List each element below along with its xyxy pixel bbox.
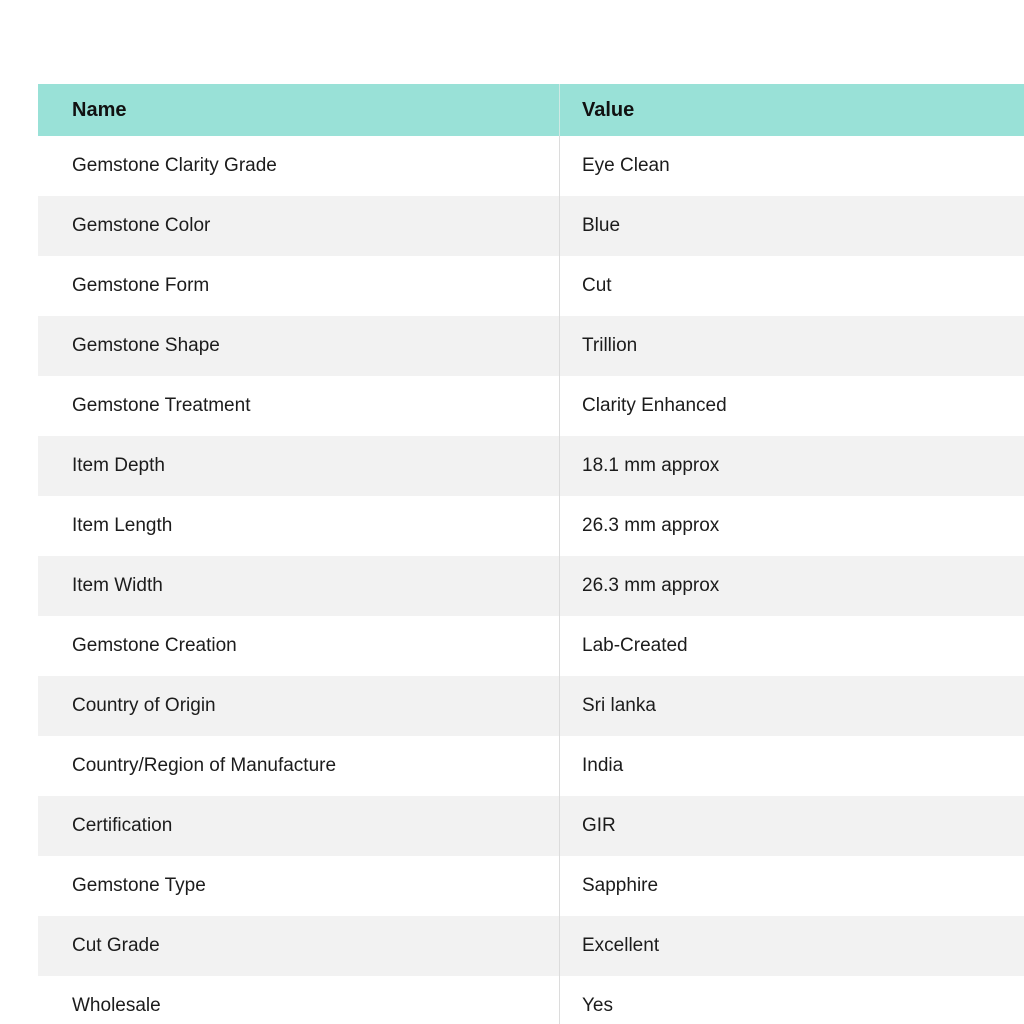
table-row xyxy=(38,616,1024,676)
row-value: Sapphire xyxy=(560,856,1024,916)
row-value: Yes xyxy=(560,976,1024,1024)
row-name: Gemstone Treatment xyxy=(38,376,560,436)
table-row xyxy=(38,556,1024,616)
row-name: Country/Region of Manufacture xyxy=(38,736,560,796)
row-name: Gemstone Clarity Grade xyxy=(38,136,560,196)
table-row xyxy=(38,916,1024,976)
row-value: Lab-Created xyxy=(560,616,1024,676)
table-row xyxy=(38,976,1024,1024)
table-row xyxy=(38,436,1024,496)
row-name: Gemstone Type xyxy=(38,856,560,916)
header-row xyxy=(38,84,1024,136)
row-name: Wholesale xyxy=(38,976,560,1024)
row-name: Item Length xyxy=(38,496,560,556)
row-value: Excellent xyxy=(560,916,1024,976)
row-name: Country of Origin xyxy=(38,676,560,736)
table-row xyxy=(38,736,1024,796)
header-cell-value: Value xyxy=(560,84,1024,136)
row-value: 26.3 mm approx xyxy=(560,556,1024,616)
table-row xyxy=(38,856,1024,916)
table-row xyxy=(38,496,1024,556)
row-value: Sri lanka xyxy=(560,676,1024,736)
row-value: 26.3 mm approx xyxy=(560,496,1024,556)
item-specifics-table xyxy=(38,84,1024,1024)
table-row xyxy=(38,796,1024,856)
table-row xyxy=(38,376,1024,436)
row-value: Clarity Enhanced xyxy=(560,376,1024,436)
row-value: Trillion xyxy=(560,316,1024,376)
row-value: GIR xyxy=(560,796,1024,856)
table-row xyxy=(38,676,1024,736)
row-name: Certification xyxy=(38,796,560,856)
table-row xyxy=(38,196,1024,256)
header-cell-name: Name xyxy=(38,84,560,136)
row-name: Cut Grade xyxy=(38,916,560,976)
row-value: 18.1 mm approx xyxy=(560,436,1024,496)
row-value: Eye Clean xyxy=(560,136,1024,196)
row-name: Gemstone Form xyxy=(38,256,560,316)
row-name: Gemstone Creation xyxy=(38,616,560,676)
row-name: Gemstone Color xyxy=(38,196,560,256)
row-value: India xyxy=(560,736,1024,796)
row-value: Blue xyxy=(560,196,1024,256)
table-row xyxy=(38,136,1024,196)
table-row xyxy=(38,316,1024,376)
row-name: Item Width xyxy=(38,556,560,616)
row-name: Gemstone Shape xyxy=(38,316,560,376)
row-value: Cut xyxy=(560,256,1024,316)
row-name: Item Depth xyxy=(38,436,560,496)
table-row xyxy=(38,256,1024,316)
